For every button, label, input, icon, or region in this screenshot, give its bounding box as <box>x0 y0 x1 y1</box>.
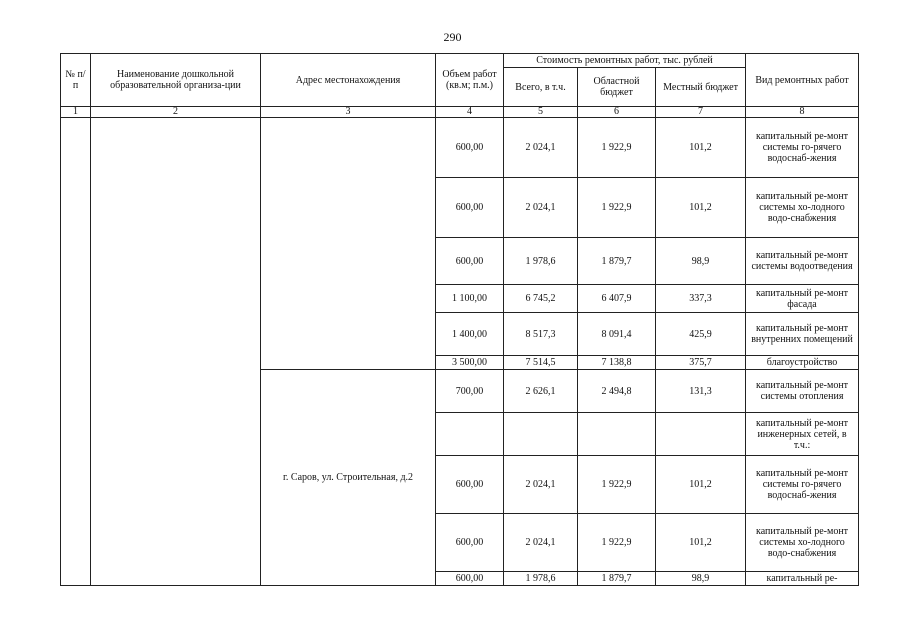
volume-cell: 600,00 <box>436 572 504 586</box>
column-number: 3 <box>261 107 436 118</box>
total-cell: 2 024,1 <box>504 456 578 514</box>
regional-cell: 1 879,7 <box>578 238 656 285</box>
work-type-cell: капитальный ре-монт системы хо-лодного водо-снабжения <box>746 514 859 572</box>
address-cell: г. Саров, ул. Строительная, д.2 <box>261 370 436 586</box>
regional-cell: 1 922,9 <box>578 178 656 238</box>
number-cell <box>61 118 91 586</box>
volume-cell: 600,00 <box>436 456 504 514</box>
regional-cell: 7 138,8 <box>578 356 656 370</box>
work-type-cell: капитальный ре-монт инженерных сетей, в т.ч.: <box>746 413 859 456</box>
work-type-cell: капитальный ре-монт системы водоотведения <box>746 238 859 285</box>
total-cell: 6 745,2 <box>504 285 578 313</box>
column-number: 6 <box>578 107 656 118</box>
organization-cell <box>91 118 261 586</box>
total-cell: 8 517,3 <box>504 313 578 356</box>
total-cell: 2 626,1 <box>504 370 578 413</box>
page-number: 290 <box>443 30 462 44</box>
local-cell: 425,9 <box>656 313 746 356</box>
work-type-cell: капитальный ре-монт системы го-рячего водоснаб-жения <box>746 118 859 178</box>
regional-cell: 1 879,7 <box>578 572 656 586</box>
local-cell: 375,7 <box>656 356 746 370</box>
regional-cell: 1 922,9 <box>578 514 656 572</box>
total-cell: 1 978,6 <box>504 238 578 285</box>
regional-cell: 1 922,9 <box>578 118 656 178</box>
total-cell <box>504 413 578 456</box>
regional-cell <box>578 413 656 456</box>
volume-cell <box>436 413 504 456</box>
header-cost-group: Стоимость ремонтных работ, тыс. рублей <box>504 54 746 68</box>
column-number: 7 <box>656 107 746 118</box>
local-cell: 98,9 <box>656 238 746 285</box>
work-type-cell: капитальный ре-монт системы го-рячего водоснаб-жения <box>746 456 859 514</box>
header-regional: Областной бюджет <box>578 68 656 107</box>
work-type-cell: капитальный ре-монт системы отопления <box>746 370 859 413</box>
local-cell: 98,9 <box>656 572 746 586</box>
column-number: 2 <box>91 107 261 118</box>
volume-cell: 3 500,00 <box>436 356 504 370</box>
local-cell <box>656 413 746 456</box>
total-cell: 7 514,5 <box>504 356 578 370</box>
header-volume: Объем работ (кв.м; п.м.) <box>436 54 504 107</box>
work-type-cell: капитальный ре- <box>746 572 859 586</box>
header-work-type: Вид ремонтных работ <box>746 54 859 107</box>
volume-cell: 1 100,00 <box>436 285 504 313</box>
local-cell: 101,2 <box>656 514 746 572</box>
work-type-cell: капитальный ре-монт системы хо-лодного водо-снабжения <box>746 178 859 238</box>
column-number: 8 <box>746 107 859 118</box>
header-address: Адрес местонахождения <box>261 54 436 107</box>
work-type-cell: капитальный ре-монт внутренних помещений <box>746 313 859 356</box>
address-cell-continued <box>261 118 436 370</box>
regional-cell: 2 494,8 <box>578 370 656 413</box>
table-row <box>61 118 859 178</box>
work-type-cell: благоустройство <box>746 356 859 370</box>
volume-cell: 600,00 <box>436 118 504 178</box>
total-cell: 2 024,1 <box>504 514 578 572</box>
local-cell: 101,2 <box>656 118 746 178</box>
header-local: Местный бюджет <box>656 68 746 107</box>
total-cell: 1 978,6 <box>504 572 578 586</box>
local-cell: 131,3 <box>656 370 746 413</box>
volume-cell: 600,00 <box>436 238 504 285</box>
volume-cell: 700,00 <box>436 370 504 413</box>
local-cell: 101,2 <box>656 178 746 238</box>
header-total: Всего, в т.ч. <box>504 68 578 107</box>
column-number: 1 <box>61 107 91 118</box>
local-cell: 337,3 <box>656 285 746 313</box>
total-cell: 2 024,1 <box>504 178 578 238</box>
regional-cell: 6 407,9 <box>578 285 656 313</box>
volume-cell: 1 400,00 <box>436 313 504 356</box>
work-type-cell: капитальный ре-монт фасада <box>746 285 859 313</box>
regional-cell: 1 922,9 <box>578 456 656 514</box>
repair-works-table <box>60 53 859 586</box>
regional-cell: 8 091,4 <box>578 313 656 356</box>
column-number: 4 <box>436 107 504 118</box>
header-number: № п/п <box>61 54 91 107</box>
volume-cell: 600,00 <box>436 178 504 238</box>
header-organization: Наименование дошкольной образовательной организа-ции <box>91 54 261 107</box>
column-number: 5 <box>504 107 578 118</box>
local-cell: 101,2 <box>656 456 746 514</box>
total-cell: 2 024,1 <box>504 118 578 178</box>
volume-cell: 600,00 <box>436 514 504 572</box>
column-numbers-row <box>61 107 859 118</box>
header-row <box>61 54 859 68</box>
